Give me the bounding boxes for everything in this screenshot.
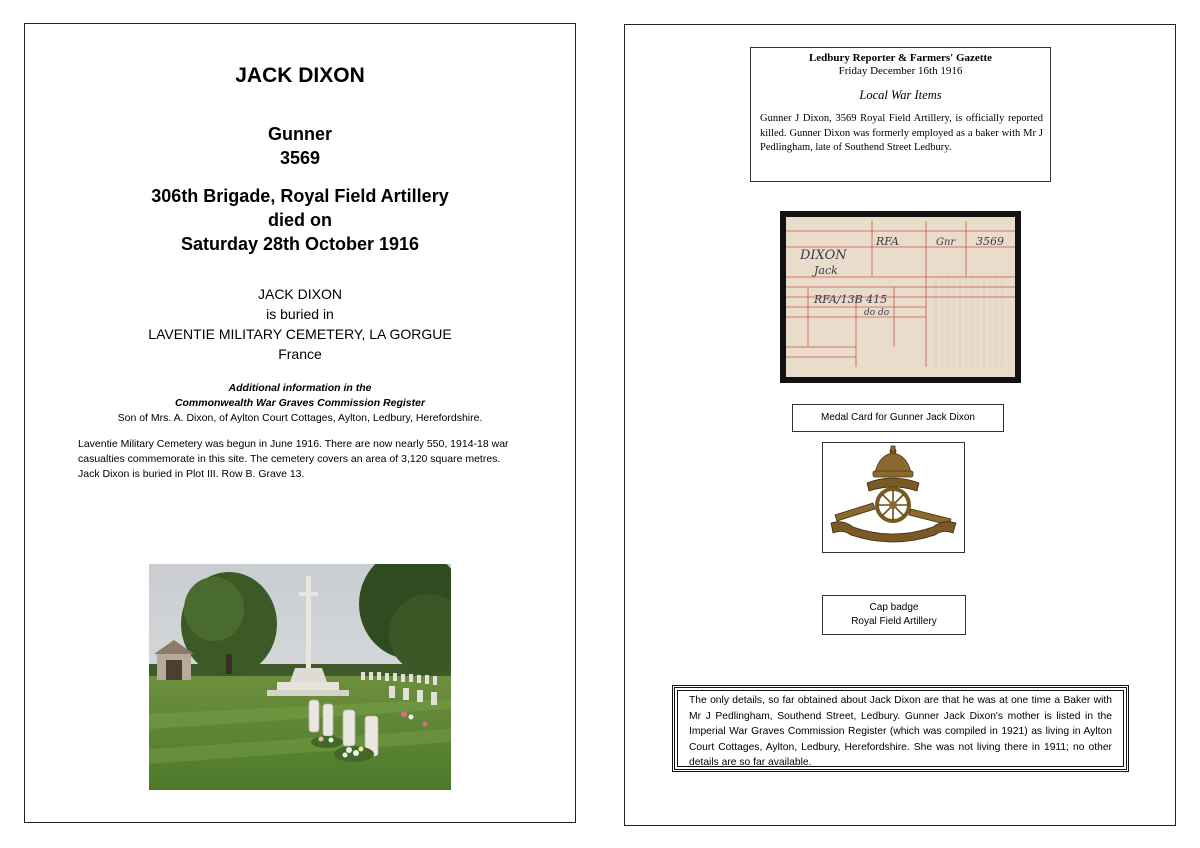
service-number: 3569 bbox=[279, 148, 321, 168]
buried-in-label: is buried in bbox=[266, 306, 334, 322]
burial-name: JACK DIXON bbox=[257, 286, 342, 302]
unit: 306th Brigade, Royal Field Artillery bbox=[151, 186, 449, 206]
burial-block bbox=[25, 284, 575, 364]
medal-card-roll: RFA/13B 415 bbox=[814, 293, 888, 306]
cemetery-photo-drawing bbox=[149, 564, 451, 790]
medal-card-caption: Medal Card for Gunner Jack Dixon bbox=[792, 404, 1004, 432]
soldier-name-title: JACK DIXON bbox=[235, 64, 365, 87]
details-box bbox=[672, 685, 1129, 772]
medal-card-rank: Gnr bbox=[936, 237, 956, 248]
cap-badge-caption-line2: Royal Field Artillery bbox=[851, 616, 937, 627]
medal-card-forename: Jack bbox=[814, 264, 838, 277]
cap-badge-drawing bbox=[823, 443, 964, 552]
cemetery-note: Laventie Military Cemetery was begun in June 1916. There are now nearly 550, 1914-18 war casualties commemorate in this site. The cemetery covers an area of 3,120 square metres. Jack Dixon is buried in Plot III. Row B. Grave 13. bbox=[78, 438, 509, 480]
death-date: Saturday 28th October 1916 bbox=[180, 234, 420, 254]
cemetery-photo bbox=[149, 564, 451, 790]
medal-card-corps: RFA bbox=[876, 235, 899, 248]
unit-block bbox=[25, 184, 575, 256]
left-page bbox=[24, 23, 576, 823]
rank: Gunner bbox=[267, 124, 332, 144]
rank-block bbox=[25, 122, 575, 170]
cwgc-text: Son of Mrs. A. Dixon, of Aylton Court Cottages, Aylton, Ledbury, Herefordshire. bbox=[117, 412, 483, 424]
cwgc-heading-line2: Commonwealth War Graves Commission Register bbox=[174, 397, 426, 409]
cwgc-block bbox=[25, 381, 575, 426]
burial-country: France bbox=[278, 346, 322, 362]
newspaper-body: Gunner J Dixon, 3569 Royal Field Artillery, is officially reported killed. Gunner Dixon was formerly employed as a baker with Mr J Pedlingham, late of Southend Street Ledbury. bbox=[760, 113, 1043, 153]
newspaper-date: Friday December 16th 1916 bbox=[838, 65, 963, 77]
cap-badge-caption bbox=[822, 595, 966, 635]
medal-card-number: 3569 bbox=[976, 235, 1004, 248]
newspaper-clipping bbox=[750, 47, 1051, 182]
cap-badge-image bbox=[822, 442, 965, 553]
cwgc-heading-line1: Additional information in the bbox=[228, 382, 372, 394]
cemetery-name: LAVENTIE MILITARY CEMETERY, LA GORGUE bbox=[148, 326, 452, 342]
newspaper-heading: Local War Items bbox=[859, 88, 942, 102]
right-page bbox=[624, 24, 1176, 826]
medal-card-drawing bbox=[786, 217, 1015, 377]
medal-card-image bbox=[780, 211, 1021, 383]
details-text: The only details, so far obtained about Jack Dixon are that he was at one time a Baker with Mr J Pedlingham, Southend Street, Ledbury. Gunner Jack Dixon's mother is listed in the Imperial War Graves Commission Register (which was compiled in 1921) as living in Aylton Court Cottages, Aylton, Ledbury, Herefordshire. She was not living there in 1911; no other details are so far available. bbox=[689, 695, 1112, 769]
medal-card-roll-ditto: do do bbox=[864, 308, 890, 318]
newspaper-name: Ledbury Reporter & Farmers' Gazette bbox=[808, 52, 993, 64]
died-on-label: died on bbox=[268, 210, 332, 230]
cap-badge-caption-line1: Cap badge bbox=[869, 602, 919, 613]
medal-card-surname: DIXON bbox=[800, 248, 847, 263]
